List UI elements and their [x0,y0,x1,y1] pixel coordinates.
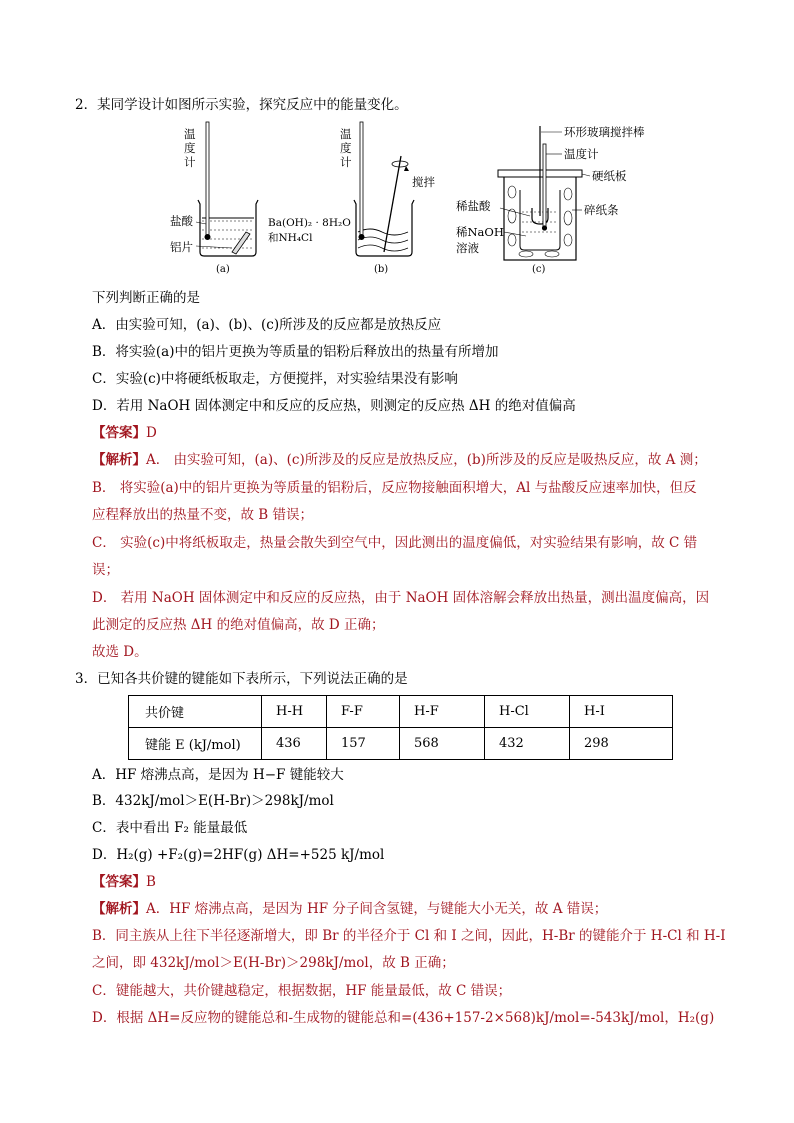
b-reagent-label-1: Ba(OH)₂ · 8H₂O [268,217,351,229]
table-header-cell: F-F [327,696,400,728]
a-thermometer-label-2: 度 [184,141,196,155]
table-cell: 568 [400,728,485,760]
bond-energy-table [128,695,673,760]
q2-analysis-tag: 【解析】 [92,452,146,468]
c-naoh-label-1: 稀NaOH [456,225,504,239]
q2-analysis-line-8: 故选 D。 [92,644,148,660]
q2-answer-tag: 【答案】 [92,425,146,441]
table-cell: 298 [570,728,673,760]
a-caption: (a) [216,264,230,275]
a-thermometer-label-1: 温 [184,127,196,141]
q2-experiment-figure [160,120,685,280]
q2-analysis-line-5: 误； [92,562,119,578]
c-paper-label: 碎纸条 [584,203,619,217]
table-header-cell: H-F [400,696,485,728]
table-cell: 键能 E (kJ/mol) [129,728,262,760]
q2-option-c: C．实验(c)中将硬纸板取走，方便搅拌，对实验结果没有影响 [92,371,458,387]
q2-prompt: 下列判断正确的是 [92,290,200,306]
q2-analysis-line-7: 此测定的反应热 ΔH 的绝对值偏高，故 D 正确； [92,617,385,633]
table-header-row [129,696,673,728]
q3-answer-tag: 【答案】 [92,874,146,890]
q3-stem: 3．已知各共价键的键能如下表所示，下列说法正确的是 [75,671,408,687]
q3-option-d: D．H₂(g) +F₂(g)=2HF(g) ΔH=+525 kJ/mol [92,847,385,863]
table-row [129,728,673,760]
q2-analysis-line-3: 应程释放出的热量不变，故 B 错误； [92,507,314,523]
q3-analysis-line-1 [92,899,607,919]
q2-analysis-line-6: D． 若用 NaOH 固体测定中和反应的反应热，由于 NaOH 固体溶解会释放出热量，测出温度偏高，因 [92,590,710,606]
q3-option-c: C．表中看出 F₂ 能量最低 [92,820,248,836]
b-stir-label: 搅拌 [412,175,435,189]
q2-option-a: A．由实验可知，(a)、(b)、(c)所涉及的反应都是放热反应 [92,317,442,333]
beaker-b-diagram [268,122,435,275]
b-thermometer-label-1: 温 [340,127,352,141]
q2-answer [92,423,157,443]
q2-analysis-line-2: B． 将实验(a)中的铝片更换为等质量的铝粉后，反应物接触面积增大，Al 与盐酸反应速率加快，但反 [92,480,697,496]
q3-analysis-tag: 【解析】 [92,901,146,917]
q2-analysis-text-1: A． 由实验可知，(a)、(c)所涉及的反应是放热反应，(b)所涉及的反应是吸热反应，故 A 测； [146,452,707,468]
q2-option-d: D．若用 NaOH 固体测定中和反应的反应热，则测定的反应热 ΔH 的绝对值偏高 [92,398,576,414]
table-cell: 432 [485,728,570,760]
q3-analysis-text-1: A．HF 熔沸点高，是因为 HF 分子间含氢键，与键能大小无关，故 A 错误； [146,901,608,917]
q3-option-a: A．HF 熔沸点高，是因为 H−F 键能较大 [92,767,344,783]
q3-analysis-line-4: C．键能越大，共价键越稳定，根据数据，HF 能量最低，故 C 错误； [92,983,512,999]
beaker-a-diagram [170,122,258,275]
q2-answer-value: D [146,425,157,441]
table-header-cell: H-H [262,696,327,728]
q3-answer-value: B [146,874,156,890]
a-thermometer-label-3: 计 [184,155,196,169]
c-board-label: 硬纸板 [592,169,627,183]
c-thermometer-label: 温度计 [564,147,599,161]
q3-option-b: B．432kJ/mol＞E(H-Br)＞298kJ/mol [92,793,334,809]
table-header-cell: 共价键 [129,696,262,728]
calorimeter-c-diagram [456,125,645,275]
q2-stem: 2．某同学设计如图所示实验，探究反应中的能量变化。 [75,97,408,113]
q3-analysis-line-5: D．根据 ΔH=反应物的键能总和-生成物的键能总和=(436+157-2×568)kJ/mol=-543kJ/mol，H₂(g) [92,1010,715,1026]
q2-analysis-line-4: C． 实验(c)中将纸板取走，热量会散失到空气中，因此测出的温度偏低，对实验结果有影响，故 C 错 [92,535,698,551]
c-naoh-label-2: 溶液 [456,241,479,255]
b-caption: (b) [374,264,389,275]
b-thermometer-label-2: 度 [340,141,352,155]
b-reagent-label-2: 和NH₄Cl [268,232,313,244]
c-acid-label: 稀盐酸 [456,199,491,213]
c-caption: (c) [532,264,546,275]
table-cell: 157 [327,728,400,760]
table-cell: 436 [262,728,327,760]
table-header-cell: H-I [570,696,673,728]
b-thermometer-label-3: 计 [340,155,352,169]
q2-analysis-line-1 [92,450,707,470]
q2-option-b: B．将实验(a)中的铝片更换为等质量的铝粉后释放出的热量有所增加 [92,344,499,360]
a-acid-label: 盐酸 [170,214,193,228]
table-header-cell: H-Cl [485,696,570,728]
q3-analysis-line-2: B．同主族从上往下半径逐渐增大，即 Br 的半径介于 Cl 和 I 之间，因此，H-Br 的键能介于 H-Cl 和 H-I [92,928,726,944]
q3-analysis-line-3: 之间，即 432kJ/mol＞E(H-Br)＞298kJ/mol，故 B 正确； [92,955,455,971]
a-al-label: 铝片 [170,240,193,254]
q3-answer [92,872,156,892]
c-rod-label: 环形玻璃搅拌棒 [564,125,645,139]
